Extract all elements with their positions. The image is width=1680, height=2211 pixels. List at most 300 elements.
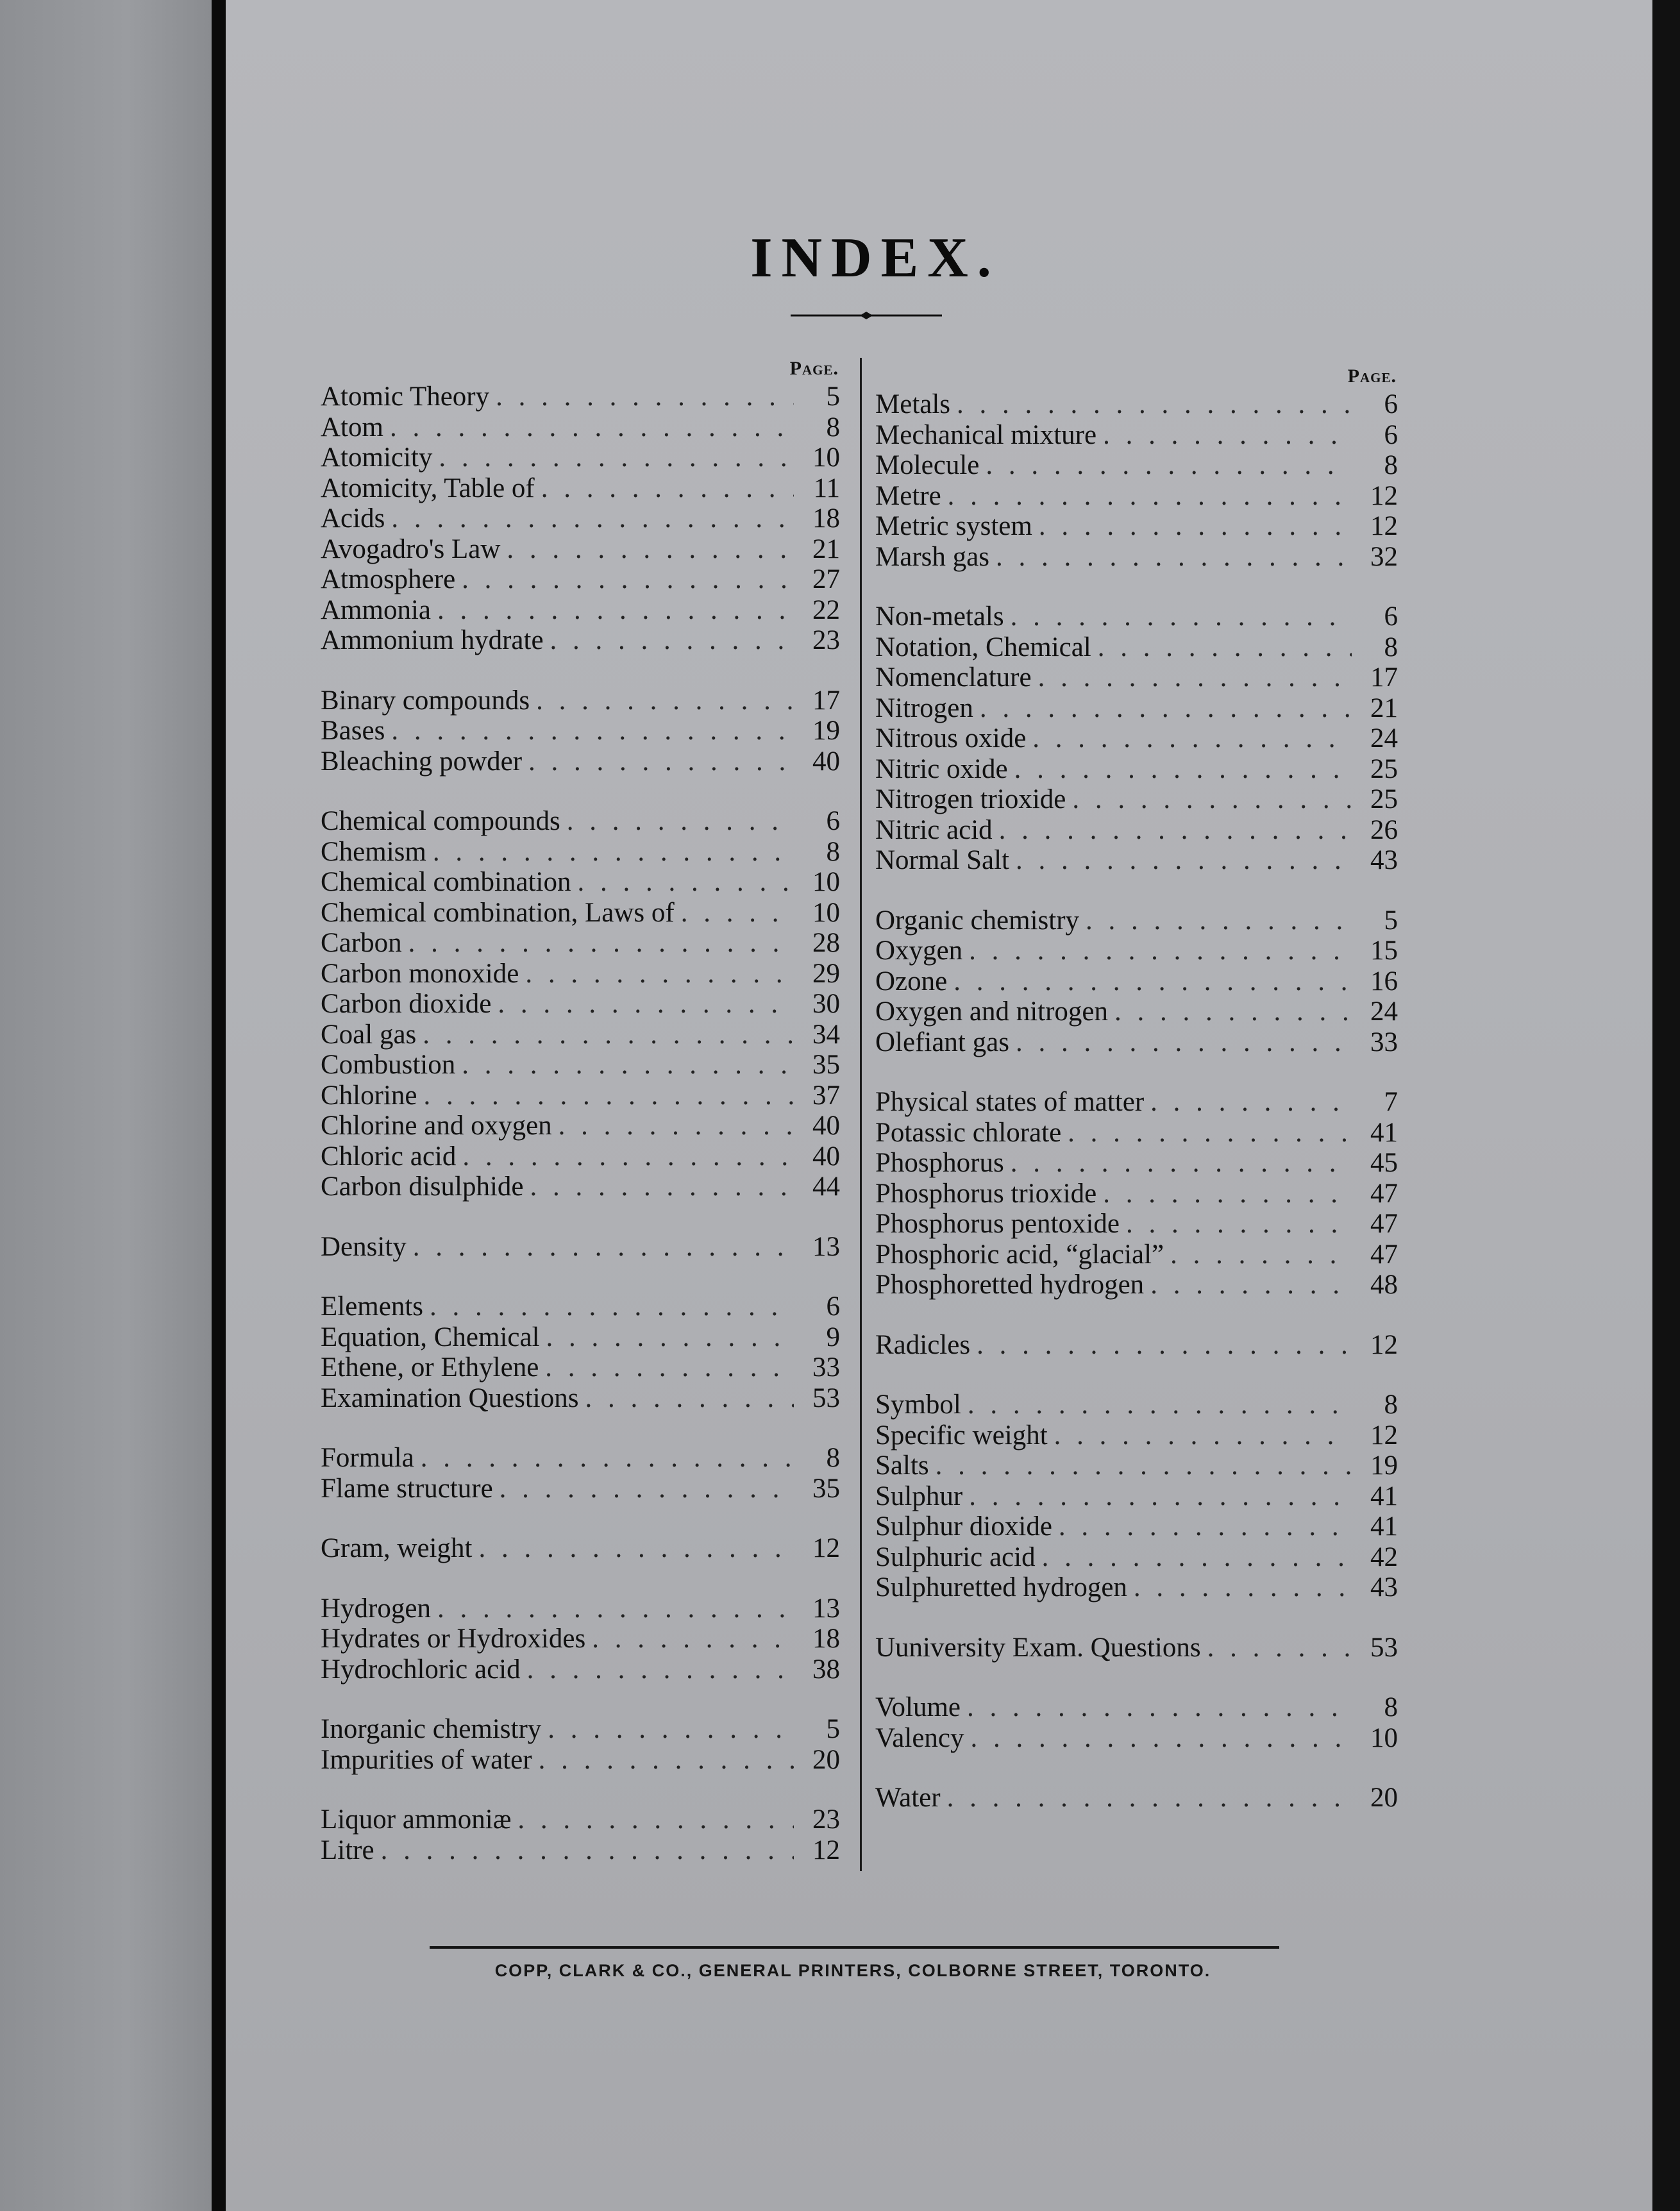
index-term: Potassic chlorate [875,1117,1062,1148]
index-entry [321,1080,840,1111]
index-term: Formula [321,1443,414,1473]
group-gap [875,1360,1398,1390]
index-entry [875,1330,1398,1361]
page-number: 47 [1370,1239,1398,1270]
index-entry [875,632,1398,663]
page-number: 53 [1370,1632,1398,1663]
dot-leader [1032,723,1352,753]
index-entry [875,966,1398,997]
page-number: 23 [812,625,840,655]
index-entry [321,1835,840,1866]
index-term: Water [875,1783,941,1813]
page-number: 17 [812,685,840,716]
index-entry [875,481,1398,512]
index-term: Impurities of water [321,1744,532,1775]
group-gap [875,876,1398,905]
dot-leader [953,966,1352,996]
page-number: 24 [1370,723,1398,753]
index-entry [875,1783,1398,1813]
index-term: Phosphorus trioxide [875,1178,1097,1209]
page-number: 8 [1384,1692,1398,1722]
dot-leader [413,1232,794,1262]
index-entry [875,1148,1398,1179]
dot-leader [462,1050,794,1080]
index-term: Chloric acid [321,1141,457,1172]
index-term: Equation, Chemical [321,1322,540,1352]
title-ornament [791,312,942,319]
dot-leader [433,837,794,867]
dot-leader [527,1654,794,1685]
index-term: Specific weight [875,1420,1048,1450]
dot-leader [936,1450,1352,1481]
index-term: Organic chemistry [875,905,1080,936]
page-number: 35 [812,1473,840,1504]
index-entry [875,1481,1398,1512]
dot-leader [1016,1027,1352,1057]
index-entry [321,837,840,868]
dot-leader [1170,1240,1352,1270]
index-entry [875,1270,1398,1300]
page-number: 44 [812,1172,840,1202]
dot-leader [1059,1511,1352,1542]
index-entry [321,1111,840,1141]
page-number: 6 [1384,419,1398,450]
index-term: Metals [875,389,951,419]
index-entry [321,959,840,989]
page-number: 43 [1370,845,1398,875]
page-number: 15 [1370,936,1398,966]
dot-leader [1098,632,1352,662]
index-term: Nomenclature [875,662,1032,693]
index-term: Carbon [321,928,402,958]
page-number: 8 [1384,632,1398,662]
dot-leader [578,867,794,897]
group-gap [875,1603,1398,1633]
page-number: 18 [812,1624,840,1654]
index-term: Nitric acid [875,814,993,845]
index-entry [321,1474,840,1504]
index-entry [875,450,1398,481]
index-entry [875,1572,1398,1603]
adjacent-page-strip [0,0,212,2211]
index-entry [321,1593,840,1624]
index-term: Symbol [875,1390,961,1420]
page-number: 18 [812,503,840,534]
index-term: Radicles [875,1329,971,1360]
dot-leader [999,815,1352,845]
index-entry [875,905,1398,936]
dot-leader [977,1330,1352,1360]
page-number: 7 [1384,1087,1398,1117]
page-number: 5 [1384,905,1398,936]
index-entry [321,534,840,565]
index-entry [875,693,1398,724]
page-number: 10 [812,442,840,473]
index-entry [321,1050,840,1080]
index-entry [321,1443,840,1474]
index-term: Hydrates or Hydroxides [321,1624,586,1654]
dot-leader [1011,1148,1352,1178]
page-number: 16 [1370,966,1398,996]
index-term: Bases [321,716,385,746]
dot-leader [423,1080,794,1111]
index-entry [875,845,1398,876]
dot-leader [439,442,794,473]
page-number: 12 [1370,480,1398,511]
index-entry [321,1172,840,1202]
index-entry [321,1383,840,1414]
column-divider [860,358,862,1871]
index-term: Carbon monoxide [321,958,519,989]
index-term: Sulphuretted hydrogen [875,1572,1127,1602]
index-entry [321,1232,840,1263]
page-number: 21 [1370,693,1398,723]
index-term: Chemical combination [321,867,571,897]
dot-leader [969,1481,1352,1511]
index-entry [321,716,840,746]
index-entry [875,1179,1398,1209]
page-number: 26 [1370,814,1398,845]
index-term: Chemism [321,836,426,867]
index-entry [875,1450,1398,1481]
page-number: 9 [826,1322,840,1352]
index-term: Marsh gas [875,541,989,572]
dot-leader [1011,601,1352,632]
dot-leader [1014,754,1352,784]
dot-leader [559,1111,794,1141]
page-number: 42 [1370,1542,1398,1572]
index-entry [321,564,840,595]
index-term: Molecule [875,450,980,480]
index-term: Oxygen and nitrogen [875,996,1109,1027]
index-entry [321,989,840,1020]
index-entry [875,542,1398,573]
dot-leader [948,481,1352,511]
page-number: 37 [812,1080,840,1111]
page-number: 12 [1370,1420,1398,1450]
index-term: Metric system [875,511,1032,541]
index-entry [321,1352,840,1383]
dot-leader [500,1474,794,1504]
group-gap [321,1413,840,1443]
index-term: Coal gas [321,1019,417,1050]
page-number: 6 [826,1291,840,1322]
index-entry [321,746,840,777]
index-term: Nitric oxide [875,753,1008,784]
dot-leader [1150,1270,1352,1300]
dot-leader [430,1291,794,1322]
page-number: 27 [812,564,840,594]
page-number: 20 [812,1744,840,1775]
page-number: 5 [826,382,840,412]
index-entry [875,815,1398,846]
dot-leader [391,503,794,534]
index-term: Non-metals [875,601,1004,632]
index-term: Nitrogen [875,693,973,723]
dot-leader [421,1443,794,1473]
page-number: 20 [1370,1783,1398,1813]
page-number: 6 [826,806,840,836]
index-term: Uuniversity Exam. Questions [875,1632,1201,1663]
index-entry [321,442,840,473]
index-term: Liquor ammoniæ [321,1804,512,1835]
page-number: 6 [1384,601,1398,632]
index-right-column [875,364,1398,1813]
page-number: 8 [826,412,840,442]
index-term: Ethene, or Ethylene [321,1352,539,1383]
dot-leader [539,1745,794,1775]
group-gap [321,1202,840,1232]
index-entry [875,1511,1398,1542]
group-gap [321,1685,840,1714]
page-number: 23 [812,1804,840,1835]
page-number: 41 [1370,1117,1398,1148]
index-entry [875,936,1398,966]
index-term: Atmosphere [321,564,456,594]
dot-leader [971,1723,1352,1753]
index-entry [875,1209,1398,1240]
group-gap [875,572,1398,601]
dot-leader [541,473,794,503]
index-entry [875,1692,1398,1723]
index-entry [875,1420,1398,1451]
index-term: Olefiant gas [875,1027,1009,1057]
dot-leader [1126,1209,1352,1239]
index-term: Oxygen [875,936,963,966]
group-gap [875,1663,1398,1692]
page-number: 25 [1370,753,1398,784]
dot-leader [1039,511,1352,541]
dot-leader [969,936,1352,966]
dot-leader [592,1624,794,1654]
dot-leader [546,1322,794,1352]
dot-leader [462,1141,794,1172]
page-number: 8 [1384,450,1398,480]
group-gap [321,656,840,685]
dot-leader [391,716,794,746]
dot-leader [423,1020,794,1050]
index-term: Chlorine [321,1080,417,1111]
page-number: 11 [813,473,840,503]
index-term: Atomicity [321,442,433,473]
index-entry [875,723,1398,754]
index-entry [875,754,1398,785]
dot-leader [957,389,1352,419]
dot-leader [517,1804,794,1835]
index-term: Sulphur dioxide [875,1511,1052,1542]
dot-leader [968,1390,1352,1420]
page-number: 38 [812,1654,840,1685]
page-number: 12 [1370,1329,1398,1360]
dot-leader [1086,905,1352,936]
index-entry [321,1624,840,1654]
index-term: Density [321,1231,407,1262]
book-binding-edge [212,0,226,2211]
page-number: 41 [1370,1481,1398,1511]
group-gap [321,1775,840,1804]
index-entry [875,1087,1398,1118]
dot-leader [1038,662,1352,693]
page-number: 33 [812,1352,840,1383]
index-term: Elements [321,1291,424,1322]
group-gap [321,1262,840,1291]
group-gap [875,1057,1398,1087]
index-entry [321,625,840,656]
index-term: Atomicity, Table of [321,473,535,503]
page-number: 25 [1370,784,1398,814]
dot-leader [980,693,1352,723]
page-number: 48 [1370,1270,1398,1300]
page-number: 40 [812,746,840,777]
page-number: 34 [812,1019,840,1050]
dot-leader [996,542,1352,572]
index-entry [875,389,1398,420]
index-entry [321,1533,840,1564]
index-entry [321,1804,840,1835]
group-gap [875,1300,1398,1330]
page-number: 13 [812,1231,840,1262]
index-term: Carbon dioxide [321,989,492,1019]
dot-leader [550,625,794,655]
dot-leader [545,1352,794,1383]
dot-leader [528,746,794,777]
index-entry [321,806,840,837]
page-number: 19 [812,716,840,746]
index-term: Chlorine and oxygen [321,1111,552,1141]
index-entry [875,1633,1398,1663]
page-number: 29 [812,958,840,989]
index-entry [321,898,840,929]
page-number: 6 [1384,389,1398,419]
index-term: Combustion [321,1050,456,1080]
index-term: Atomic Theory [321,382,490,412]
page-number: 41 [1370,1511,1398,1542]
index-term: Flame structure [321,1473,493,1504]
dot-leader [1054,1420,1352,1450]
index-entry [875,996,1398,1027]
page-number: 21 [812,534,840,564]
page-number: 10 [812,897,840,928]
dot-leader [1150,1087,1352,1117]
dot-leader [1103,420,1352,450]
index-term: Carbon disulphide [321,1172,524,1202]
index-entry [875,1542,1398,1573]
page-number: 10 [1370,1722,1398,1753]
dot-leader [1207,1633,1352,1663]
page-number: 30 [812,989,840,1019]
index-term: Examination Questions [321,1383,579,1413]
index-entry [321,382,840,412]
index-entry [321,1654,840,1685]
page-number: 32 [1370,541,1398,572]
group-gap [321,777,840,806]
group-gap [875,1753,1398,1783]
dot-leader [1072,784,1352,814]
dot-leader [390,412,794,442]
page-title: INDEX. [750,227,1000,289]
index-term: Hydrochloric acid [321,1654,521,1685]
group-gap [321,1564,840,1593]
dot-leader [1042,1542,1352,1572]
group-gap [321,1504,840,1533]
dot-leader [525,959,794,989]
page-column-header: Page. [789,358,839,379]
index-entry [875,511,1398,542]
page-number: 10 [812,867,840,897]
page-number: 33 [1370,1027,1398,1057]
page-column-header: Page. [1347,366,1397,387]
page-number: 19 [1370,1450,1398,1481]
index-entry [321,1020,840,1050]
page-number: 24 [1370,996,1398,1027]
index-term: Inorganic chemistry [321,1714,542,1744]
index-entry [875,784,1398,815]
page-number: 8 [826,1443,840,1473]
index-term: Binary compounds [321,685,530,716]
index-entry [875,1390,1398,1420]
index-term: Normal Salt [875,845,1009,875]
index-term: Salts [875,1450,929,1481]
dot-leader [585,1383,794,1413]
index-entry [321,1141,840,1172]
dot-leader [478,1533,794,1563]
page-number: 40 [812,1111,840,1141]
page-number: 45 [1370,1148,1398,1178]
index-term: Gram, weight [321,1533,473,1563]
index-term: Phosphoric acid, “glacial” [875,1239,1164,1270]
dot-leader [986,450,1352,480]
page-number: 12 [812,1533,840,1563]
index-term: Volume [875,1692,961,1722]
index-term: Chemical compounds [321,806,560,836]
index-entry [321,928,840,959]
index-term: Valency [875,1722,964,1753]
dot-leader [1103,1179,1352,1209]
index-term: Physical states of matter [875,1087,1145,1117]
index-term: Ozone [875,966,948,996]
index-term: Sulphuric acid [875,1542,1036,1572]
index-entry [321,867,840,898]
index-term: Chemical combination, Laws of [321,897,675,928]
dot-leader [947,1783,1352,1813]
page-number: 8 [826,836,840,867]
index-term: Atom [321,412,383,442]
index-term: Metre [875,480,941,511]
index-term: Avogadro's Law [321,534,501,564]
page-number: 43 [1370,1572,1398,1602]
index-entry [321,685,840,716]
index-entry [321,1322,840,1353]
index-entry [875,420,1398,451]
index-term: Mechanical mixture [875,419,1097,450]
dot-leader [681,898,794,928]
index-entry [321,595,840,626]
dot-leader [408,928,794,958]
index-left-column [321,356,840,1865]
index-entry [321,1714,840,1745]
printer-imprint: COPP, CLARK & CO., GENERAL PRINTERS, COLBORNE STREET, TORONTO. [494,1961,1211,1980]
page-number: 5 [826,1714,840,1744]
index-term: Ammonia [321,594,431,625]
page-number: 35 [812,1050,840,1080]
dot-leader [1114,996,1352,1027]
dot-leader [536,685,794,716]
index-entry [875,1027,1398,1058]
page-right-edge [1652,0,1680,2211]
dot-leader [437,1593,794,1624]
page-number: 47 [1370,1209,1398,1239]
page-number: 28 [812,928,840,958]
